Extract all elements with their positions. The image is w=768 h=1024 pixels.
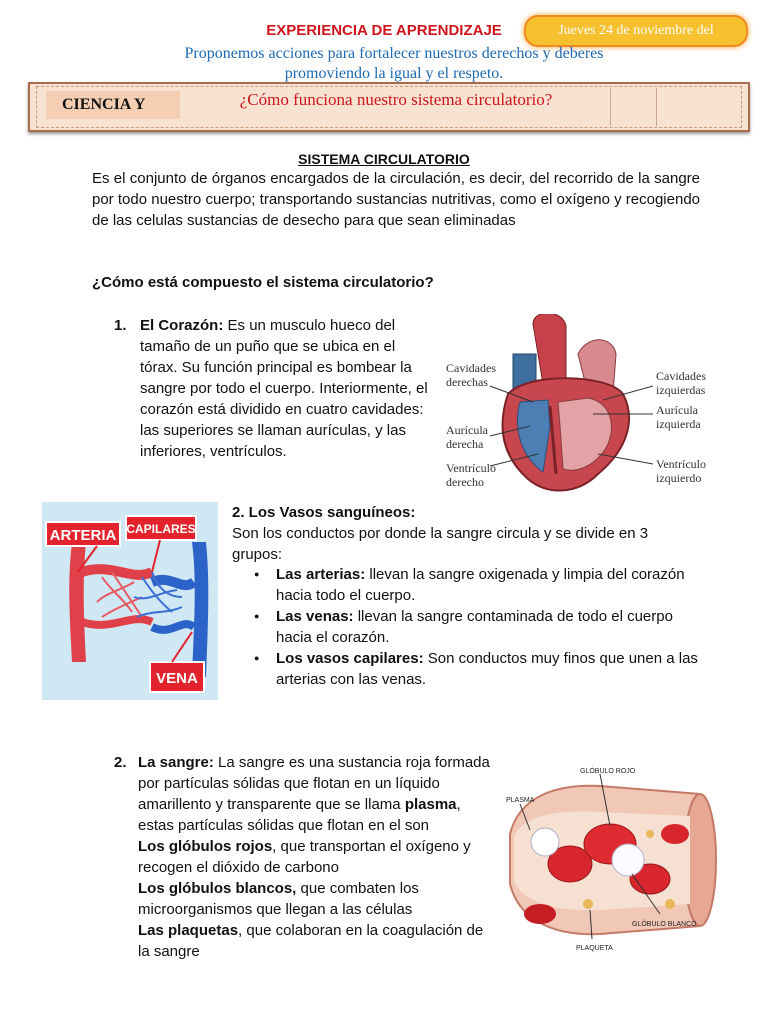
platelet-term: Las plaquetas (138, 922, 239, 939)
red-cell-text: , que transportan el oxígeno y recogen el dióxido de carbono (138, 838, 471, 876)
list-number: 2. (114, 754, 127, 771)
label-left-cavities-2: izquierdas (656, 383, 706, 397)
label-left-atrium-2: izquierda (656, 417, 701, 431)
label-left-atrium: Aurícula (656, 403, 698, 417)
label-right-atrium: Aurícula (446, 423, 488, 437)
list-item (250, 648, 710, 690)
label-right-cavities-2: derechas (446, 375, 488, 389)
platelet-text: , que colaboran en la coagulación de la sangre (138, 922, 484, 960)
plasma-label: PLASMA (506, 797, 535, 804)
capillary-text: Son conductos muy finos que unen a las arterias con las venas. (276, 650, 698, 688)
blood-paragraph (138, 752, 493, 962)
blood-vessel-diagram (500, 764, 722, 960)
white-cell-term: Los glóbulos blancos, (138, 880, 297, 897)
label-left-ventricle-2: izquierdo (656, 471, 702, 485)
section-title: SISTEMA CIRCULATORIO (298, 151, 470, 167)
label-right-cavities: Cavidades (446, 361, 496, 375)
vein-label: VENA (156, 670, 198, 687)
capillaries-label: CAPILARES (126, 522, 196, 536)
vein-text: llevan la sangre contaminada de todo el cuerpo hacia el corazón. (276, 608, 673, 646)
blood-text: La sangre es una sustancia roja formada por partículas sólidas que flotan en un líquido amarillento y transparente que se llama (138, 754, 490, 813)
header-divider (610, 88, 611, 126)
date-badge: Jueves 24 de noviembre del (524, 15, 748, 47)
heart-paragraph (140, 315, 430, 462)
blood-term: La sangre: (138, 754, 214, 771)
list-item (250, 606, 710, 648)
topic-title: ¿Cómo funciona nuestro sistema circulatorio? (239, 90, 553, 109)
heart-term: El Corazón: (140, 317, 224, 334)
label-right-ventricle: Ventrículo (446, 461, 496, 475)
intro-paragraph: Es el conjunto de órganos encargados de la circulación, es decir, del recorrido de la sangre por todo nuestro cuerpo; transportando sustancias nutritivas, como el oxígeno y recogiendo de las celulas sustancias de desecho para que sean eliminadas (92, 170, 700, 229)
list-number: 1. (114, 317, 127, 334)
capillary-term: Los vasos capilares: (276, 650, 424, 667)
artery-label: ARTERIA (49, 527, 117, 544)
platelet-label: PLAQUETA (576, 945, 613, 952)
red-cell-term: Los glóbulos rojos (138, 838, 273, 855)
vessels-diagram (42, 502, 218, 700)
list-item (250, 564, 710, 606)
header-divider (656, 88, 657, 126)
label-right-ventricle-2: derecho (446, 475, 484, 489)
question-heading: ¿Cómo está compuesto el sistema circulatorio? (92, 274, 434, 291)
artery-term: Las arterias: (276, 566, 366, 583)
subtitle (120, 44, 668, 84)
vessels-list (250, 564, 710, 690)
heart-text: Es un musculo hueco del tamaño de un puño que se ubica en el tórax. Su función principal es bombear la sangre por todo el cuerpo. Interiormente, el corazón está dividido en cuatro cavidades: las superiores se llaman aurículas, y las inferiores, ventrículos. (140, 317, 428, 460)
label-left-ventricle: Ventrículo (656, 457, 706, 471)
artery-text: llevan la sangre oxigenada y limpia del corazón hacia todo el cuerpo. (276, 566, 685, 604)
area-label: CIENCIA Y (46, 91, 180, 119)
heart-diagram (438, 314, 718, 498)
label-left-cavities: Cavidades (656, 369, 706, 383)
plasma-term: plasma (404, 796, 457, 813)
white-cell-text: que combaten los microorganismos que llegan a las células (138, 880, 419, 918)
subtitle-line-1: Proponemos acciones para fortalecer nuestros derechos y deberes (184, 45, 604, 62)
vein-term: Las venas: (276, 608, 354, 625)
blood-text-2: , estas partículas sólidas que flotan en el son (138, 796, 461, 834)
label-right-atrium-2: derecha (446, 437, 484, 451)
subtitle-line-2: promoviendo la igual y el respeto. (284, 65, 504, 82)
experience-title: EXPERIENCIA DE APRENDIZAJE (266, 22, 502, 39)
red-cell-label: GLÓBULO ROJO (580, 768, 636, 775)
white-cell-label: GLÓBULO BLANCO (632, 921, 697, 928)
vessels-intro: Son los conductos por donde la sangre circula y se divide en 3 grupos: (232, 525, 649, 563)
vessels-heading: 2. Los Vasos sanguíneos: (232, 504, 416, 521)
